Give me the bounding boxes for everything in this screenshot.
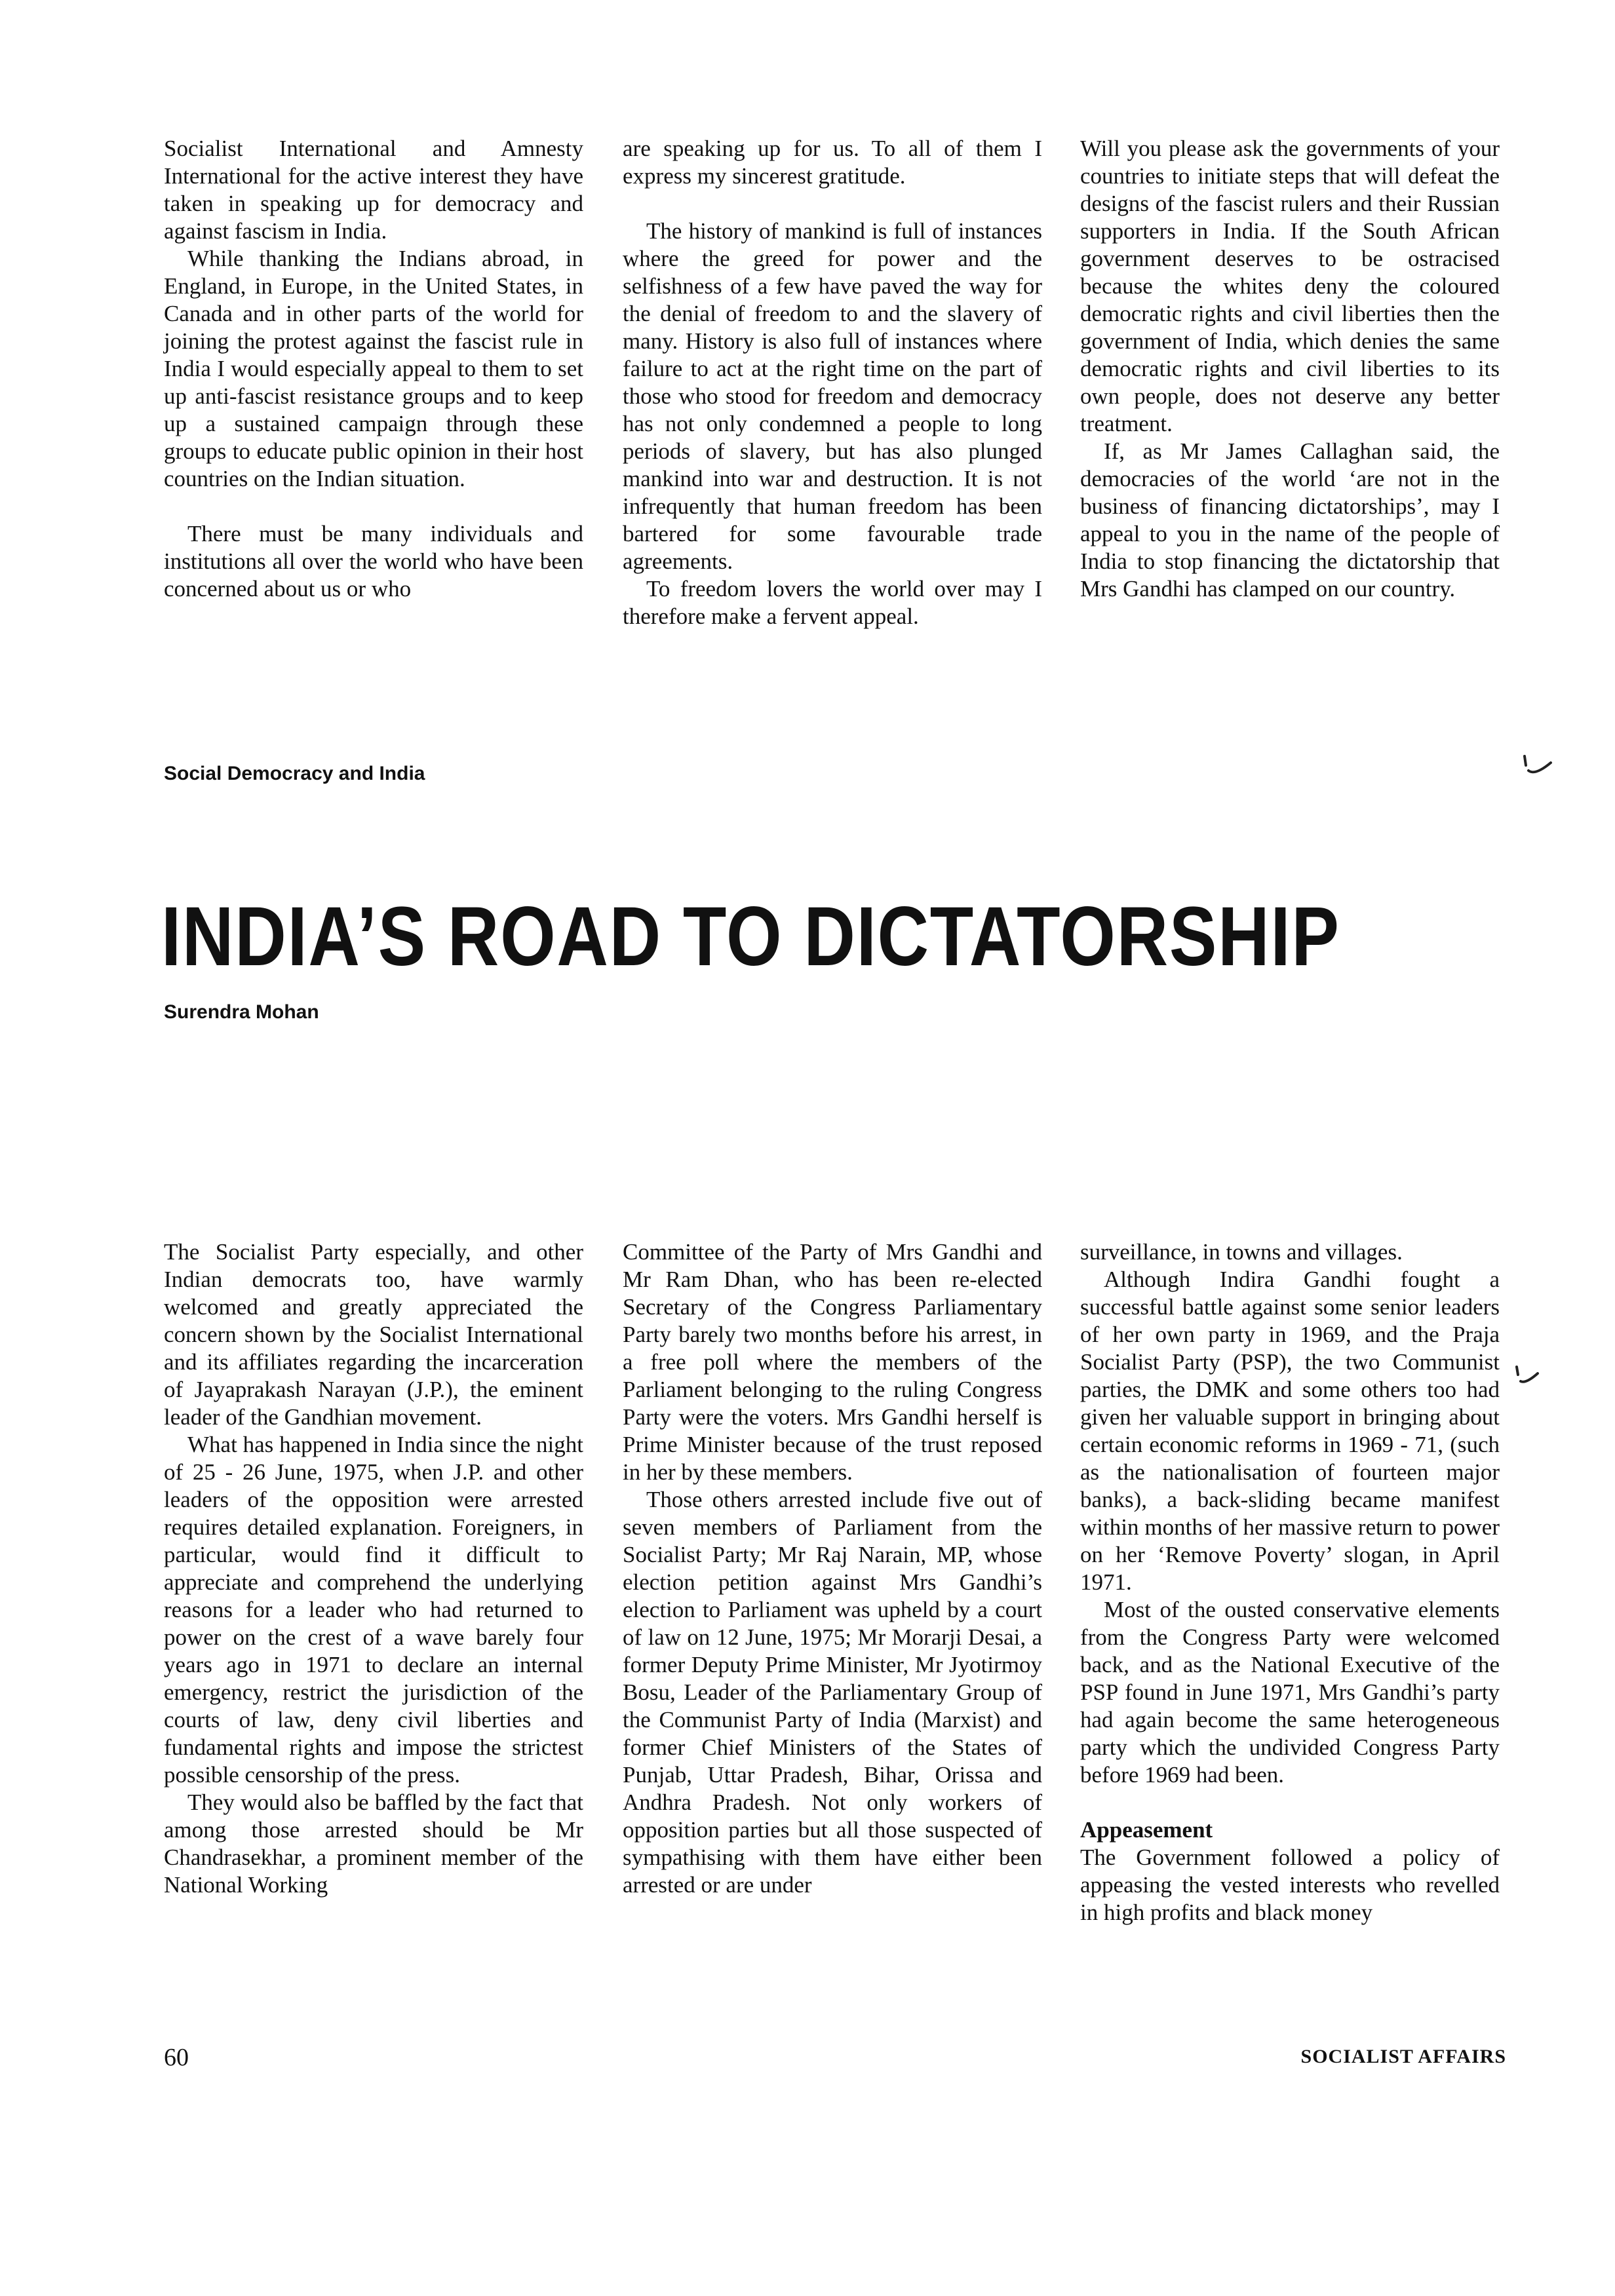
paragraph: What has happened in India since the night of 25 - 26 June, 1975, when J.P. and other leaders of the opposition were arrested requires detailed explanation. Foreigners, in particular, would find it difficult to appreciate and comprehend the underlying reasons for a leader who had returned to power on the crest of a wave barely four years ago in 1971 to declare an internal emergency, restrict the jurisdiction of the courts of law, deny civil liberties and fundamental rights and impose the strictest possible censorship of the press. (164, 1432, 583, 1788)
top-column-2 (623, 135, 1042, 630)
article-column-2 (623, 1238, 1042, 1899)
headline: INDIA’S ROAD TO DICTATORSHIP (161, 890, 1340, 984)
paragraph: To freedom lovers the world over may I therefore make a fervent appeal. (623, 576, 1042, 629)
paragraph: The Socialist Party especially, and other Indian democrats too, have warmly welcomed and greatly appreciated the concern shown by the Socialist International and its affiliates regarding the incarceration of Jayaprakash Narayan (J.P.), the eminent leader of the Gandhian movement. (164, 1239, 583, 1430)
paragraph: The Government followed a policy of appeasing the vested interests who revelled in high profits and black money (1080, 1845, 1500, 1925)
paragraph: are speaking up for us. To all of them I express my sincerest gratitude. (623, 136, 1042, 189)
page-number: 60 (164, 2044, 189, 2071)
paragraph: They would also be baffled by the fact that among those arrested should be Mr Chandrasekhar, a prominent member of the National Working (164, 1789, 583, 1898)
top-column-3 (1080, 135, 1500, 603)
byline: Surendra Mohan (164, 1001, 319, 1023)
subheading: Appeasement (1080, 1817, 1213, 1843)
pen-tick-mark (1511, 1364, 1544, 1390)
paragraph: There must be many individuals and institutions all over the world who have been concerned about us or who (164, 521, 583, 602)
paragraph: Committee of the Party of Mrs Gandhi and Mr Ram Dhan, who has been re-elected Secretary of the Congress Parliamentary Party barely two months before his arrest, in a free poll where the members of the Parliament belonging to the ruling Congress Party were the voters. Mrs Gandhi herself is Prime Minister because of the trust reposed in her by these members. (623, 1239, 1042, 1485)
article-column-3 (1080, 1238, 1500, 1926)
journal-name: SOCIALIST AFFAIRS (1300, 2046, 1506, 2067)
paragraph: surveillance, in towns and villages. (1080, 1239, 1403, 1265)
top-column-1 (164, 135, 583, 603)
pen-tick-mark (1519, 754, 1559, 780)
paragraph: If, as Mr James Callaghan said, the democracies of the world ‘are not in the business of financing dictatorships’, may I appeal to you in the name of the people of India to stop financing the dictatorship that Mrs Gandhi has clamped on our country. (1080, 438, 1500, 602)
paragraph: Will you please ask the governments of your countries to initiate steps that will defeat the designs of the fascist rulers and their Russian supporters in India. If the South African government deserves to be ostracised because the whites deny the coloured democratic rights and civil liberties then the government of India, which denies the same democratic rights and civil liberties to its own people, does not deserve any better treatment. (1080, 136, 1500, 436)
paragraph: While thanking the Indians abroad, in England, in Europe, in the United States, in Canada and in other parts of the world for joining the protest against the fascist rule in India I would especially appeal to them to set up anti-fascist resistance groups and to keep up a sustained campaign through these groups to educate public opinion in their host countries on the Indian situation. (164, 246, 583, 491)
paragraph: Although Indira Gandhi fought a successful battle against some senior leaders of her own party in 1969, and the Praja Socialist Party (PSP), the two Communist parties, the DMK and some others too had given her valuable support in bringing about certain economic reforms in 1969 - 71, (such as the nationalisation of fourteen major banks), a back-sliding became manifest within months of her massive return to power on her ‘Remove Poverty’ slogan, in April 1971. (1080, 1267, 1500, 1595)
paragraph: Most of the ousted conservative elements from the Congress Party were welcomed back, and as the National Executive of the PSP found in June 1971, Mrs Gandhi’s party had again become the same heterogeneous party which the undivided Congress Party before 1969 had been. (1080, 1597, 1500, 1788)
section-label: Social Democracy and India (164, 763, 425, 784)
paragraph: The history of mankind is full of instances where the greed for power and the selfishness of a few have paved the way for the denial of freedom to and the slavery of many. History is also full of instances where failure to act at the right time on the part of those who stood for freedom and democracy has not only condemned a people to long periods of slavery, but has also plunged mankind into war and destruction. It is not infrequently that human freedom has been bartered for some favourable trade agreements. (623, 218, 1042, 574)
paragraph: Those others arrested include five out of seven members of Parliament from the Socialist Party; Mr Raj Narain, MP, whose election petition against Mrs Gandhi’s election to Parliament was upheld by a court of law on 12 June, 1975; Mr Morarji Desai, a former Deputy Prime Minister, Mr Jyotirmoy Bosu, Leader of the Parliamentary Group of the Communist Party of India (Marxist) and former Chief Ministers of the States of Punjab, Uttar Pradesh, Bihar, Orissa and Andhra Pradesh. Not only workers of opposition parties but all those suspected of sympathising with them have either been arrested or are under (623, 1487, 1042, 1898)
paragraph: Socialist International and Amnesty International for the active interest they have taken in speaking up for democracy and against fascism in India. (164, 136, 583, 244)
article-column-1 (164, 1238, 583, 1899)
